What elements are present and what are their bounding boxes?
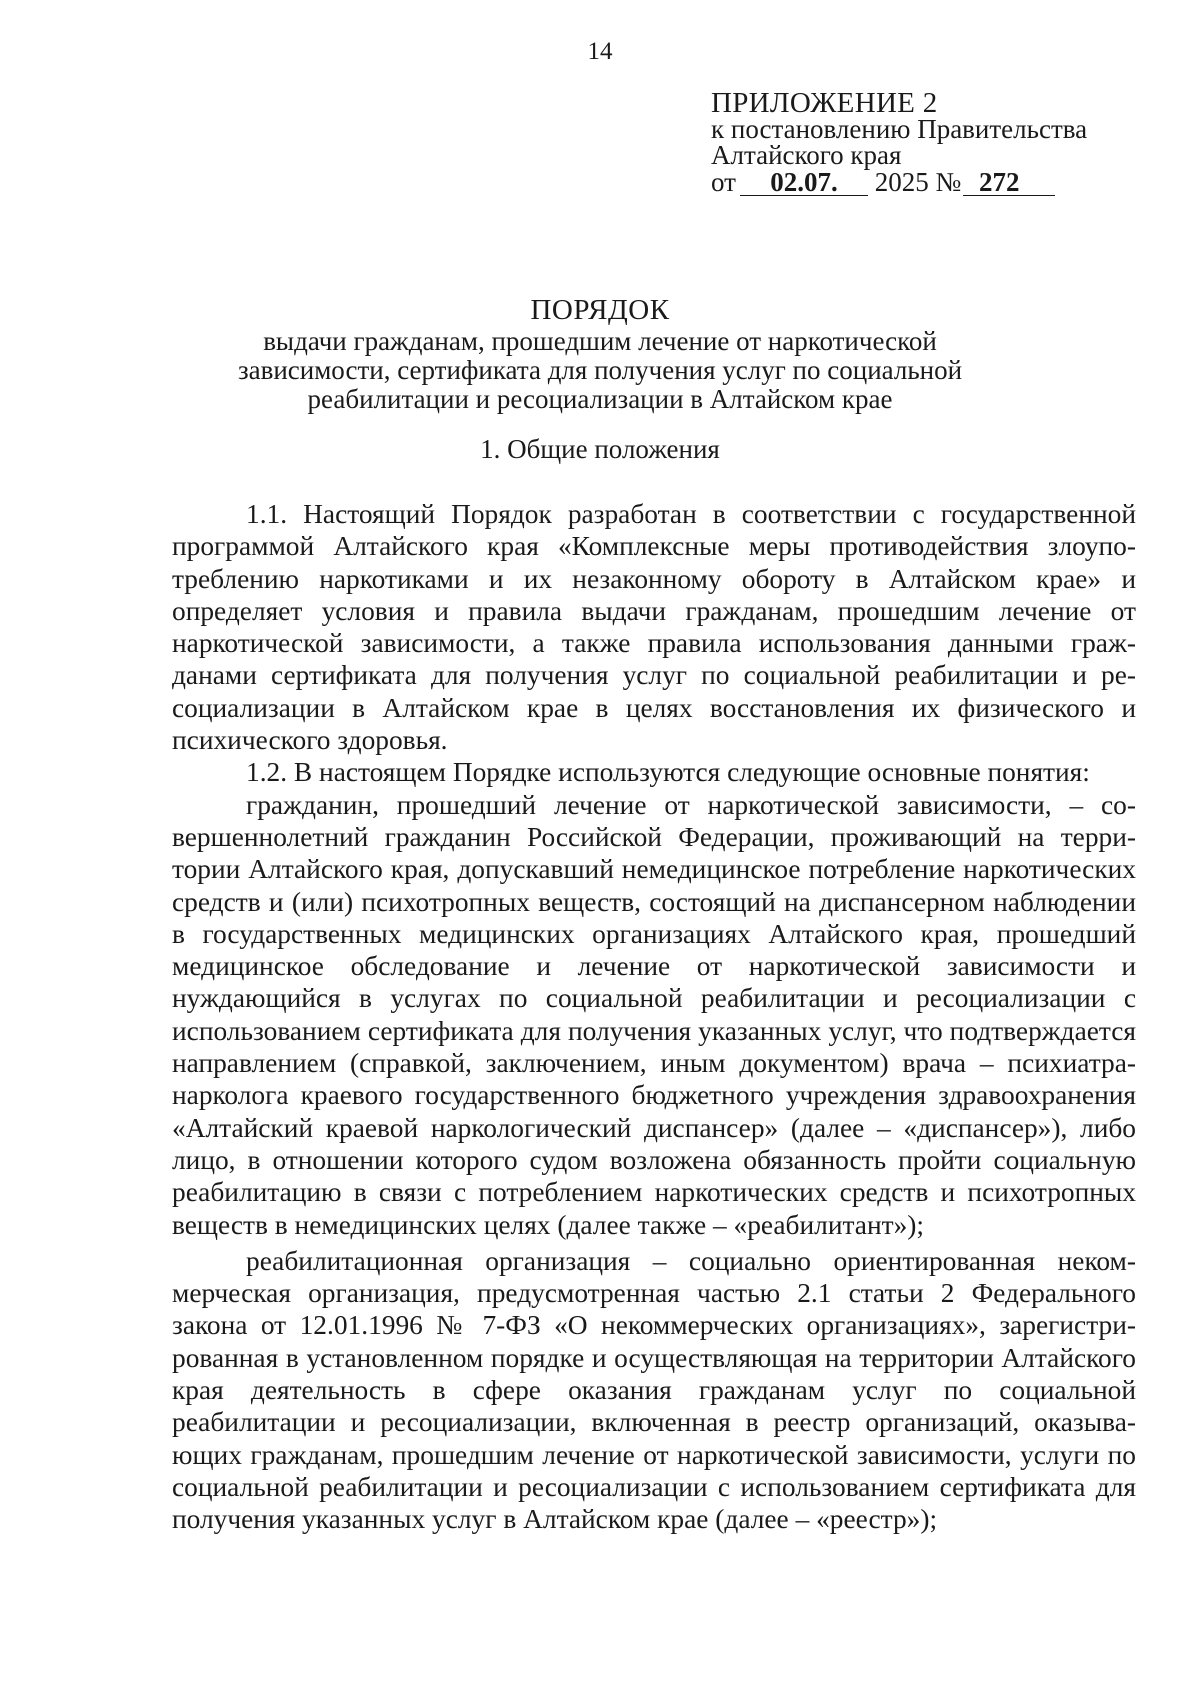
- year-number-label: 2025 №: [874, 167, 962, 197]
- document-title-main: ПОРЯДОК: [530, 294, 670, 326]
- appendix-line-region: Алтайского края: [711, 140, 902, 170]
- document-title-line-1: выдачи гражданам, прошедшим лечение от наркотической: [263, 326, 937, 356]
- document-title: [130, 296, 1070, 414]
- document-title-line-2: зависимости, сертификата для получения услуг по социальной: [237, 355, 963, 385]
- body-text: [172, 498, 1136, 1536]
- paragraph-1-2: 1.2. В настоящем Порядке используются следующие основные понятия:: [246, 757, 1090, 788]
- date-value: 02.07.: [740, 169, 868, 196]
- document-title-line-3: реабилитации и ресоциализации в Алтайском крае: [307, 384, 893, 414]
- appendix-date-row: [711, 169, 1151, 196]
- page-number: 14: [587, 38, 613, 65]
- appendix-block: [711, 87, 1151, 197]
- definition-rehabilitant: гражданин, прошедший лечение от наркотической зависимости, – совершеннолетний гражданин Российской Федерации, проживающий на территории Алтайского края, допускавший немедицинское потребление наркотических средств и (или) психотропных веществ, состоящий на диспансерном наблюдении в государственных медицинских организациях Алтайского края, прошедший медицинское обследование и лечение от наркотической зависимости и нуждающийся в услугах по социальной реабилитации и ресоциализации с использованием сертификата для получения указанных услуг, что подтверждается направлением (справкой, заключением, иным документом) врача – психиатра-нарколога краевого государственного бюджетного учреждения здравоохранения «Алтайский краевой наркологический диспансер» (далее – «диспансер»), либо лицо, в отношении которого судом возложена обязанность пройти социальную реабилитацию в связи с потреблением наркотических средств и психотропных веществ в немедицинских целях (далее также – «реабилитант»);: [172, 789, 1136, 1240]
- decree-number-value: 272: [978, 167, 1020, 197]
- decree-number: [963, 169, 1055, 196]
- date-prefix: от: [711, 167, 736, 197]
- definition-rehab-organization: реабилитационная организация – социально ориентированная некоммерческая организация, предусмотренная частью 2.1 статьи 2 Федерального закона от 12.01.1996 № 7-ФЗ «О некоммерческих организациях», зарегистрированная в установленном порядке и осуществляющая на территории Алтайского края деятельность в сфере оказания гражданам услуг по социальной реабилитации и ресоциализации, включенная в реестр организаций, оказывающих гражданам, прошедшим лечение от наркотической зависимости, услуги по социальной реабилитации и ресоциализации с использованием сертификата для получения указанных услуг в Алтайском крае (далее – «реестр»);: [172, 1245, 1136, 1535]
- appendix-heading: ПРИЛОЖЕНИЕ 2: [711, 87, 938, 119]
- section-heading: 1. Общие положения: [480, 434, 720, 464]
- paragraph-1-1: 1.1. Настоящий Порядок разработан в соответствии с государственной программой Алтайского края «Комплексные меры противодействия злоупотреблению наркотиками и их незаконному обороту в Алтайском крае» и определяет условия и правила выдачи гражданам, прошедшим лечение от наркотической зависимости, а также правила использования данными гражданами сертификата для получения услуг по социальной реабилитации и ресоциализации в Алтайском крае в целях восстановления их физического и психического здоровья.: [172, 499, 1136, 756]
- appendix-line-decree: к постановлению Правительства: [711, 114, 1088, 144]
